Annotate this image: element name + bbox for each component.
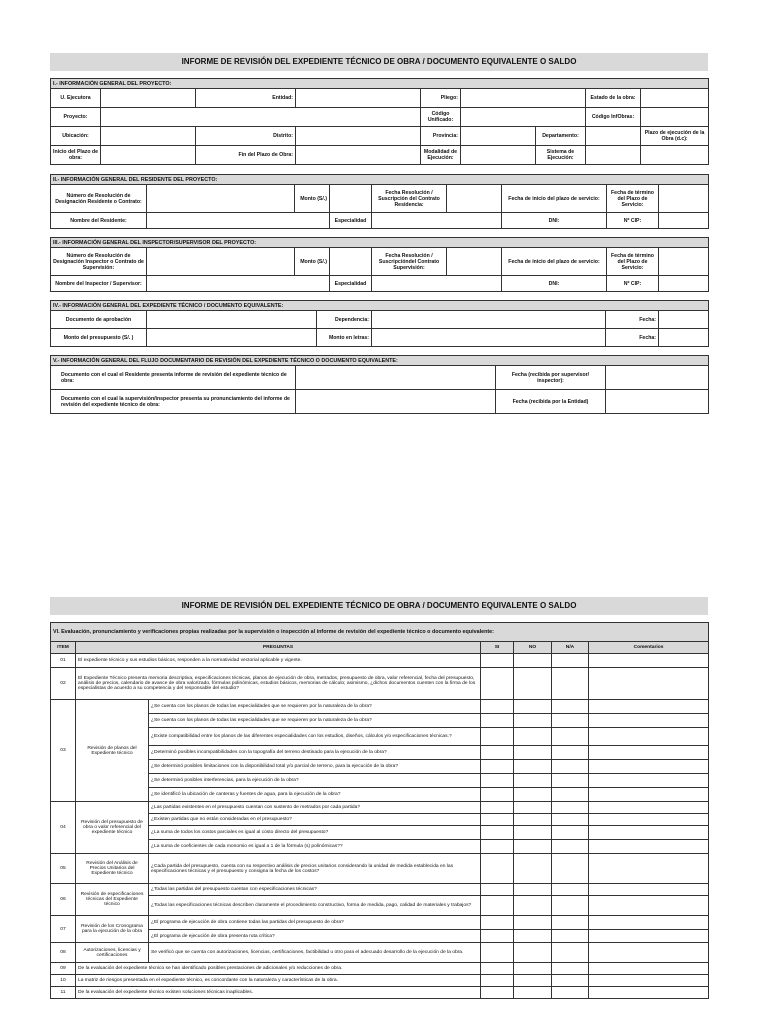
label-codigo-infobras: Código InfObras: bbox=[586, 108, 641, 127]
header-preguntas: PREGUNTAS bbox=[76, 642, 481, 654]
answer-no[interactable] bbox=[514, 930, 552, 943]
answer-na[interactable] bbox=[552, 668, 589, 700]
label-doc-supervision: Documento con el cual la supervisión/inspector presenta su pronunciamiento del informe de revisión del expediente técnico de obra: bbox=[51, 390, 296, 414]
item-number: 05 bbox=[51, 854, 76, 884]
field-codigo-unificado[interactable] bbox=[461, 108, 586, 127]
field-entidad[interactable] bbox=[296, 89, 421, 108]
table-row bbox=[51, 826, 709, 840]
answer-na[interactable] bbox=[552, 654, 589, 668]
form-page-2 bbox=[50, 597, 708, 999]
comment-field[interactable] bbox=[589, 814, 709, 826]
label-fecha-presupuesto: Fecha: bbox=[606, 329, 659, 347]
field-fecha-aprobacion[interactable] bbox=[659, 311, 709, 329]
label-estado-obra: Estado de la obra: bbox=[586, 89, 641, 108]
answer-na[interactable] bbox=[552, 896, 589, 916]
answer-na[interactable] bbox=[552, 854, 589, 884]
label-fecha-resolucion-supervisor: Fecha Resolución / Suscripcióndel Contrato Supervisión: bbox=[372, 248, 447, 276]
answer-na[interactable] bbox=[552, 840, 589, 854]
table-row bbox=[51, 854, 709, 884]
answer-na[interactable] bbox=[552, 700, 589, 714]
section-2-table bbox=[50, 174, 709, 229]
field-monto-supervisor[interactable] bbox=[330, 248, 372, 276]
field-doc-residente[interactable] bbox=[296, 366, 496, 390]
answer-no[interactable] bbox=[514, 826, 552, 840]
label-modalidad: Modalidad de Ejecución: bbox=[421, 146, 461, 165]
field-fecha-resolucion-supervisor[interactable] bbox=[447, 248, 502, 276]
field-num-resolucion-residente[interactable] bbox=[147, 185, 295, 213]
answer-si[interactable] bbox=[481, 802, 514, 814]
table-row bbox=[51, 654, 709, 668]
comment-field[interactable] bbox=[589, 760, 709, 774]
field-inicio-plazo[interactable] bbox=[101, 146, 196, 165]
field-especialidad-residente[interactable] bbox=[372, 213, 502, 229]
answer-si[interactable] bbox=[481, 840, 514, 854]
section-5-table bbox=[50, 355, 709, 414]
label-fecha-resolucion-residente: Fecha Resolución / Suscripción del Contrato Residencia: bbox=[372, 185, 447, 213]
field-cip-residente[interactable] bbox=[659, 213, 709, 229]
field-doc-aprobacion[interactable] bbox=[147, 311, 317, 329]
label-dni-supervisor: DNI: bbox=[502, 276, 607, 292]
field-num-resolucion-supervisor[interactable] bbox=[147, 248, 295, 276]
section-5-title: V.- INFORMACIÓN GENERAL DEL FLUJO DOCUMENTARIO DE REVISIÓN DEL EXPEDIENTE TÉCNICO O DOCUMENTO EQUIVALENTE: bbox=[51, 356, 709, 366]
comment-field[interactable] bbox=[589, 896, 709, 916]
label-dni-residente: DNI: bbox=[502, 213, 607, 229]
label-fecha-inicio-supervisor: Fecha de inicio del plazo de servicio: bbox=[502, 248, 607, 276]
answer-si[interactable] bbox=[481, 896, 514, 916]
answer-na[interactable] bbox=[552, 814, 589, 826]
label-fin-plazo: Fin del Plazo de Obra: bbox=[196, 146, 296, 165]
group-label: Revisión de los Cronograma para la ejecución de la obra bbox=[76, 916, 149, 943]
table-row bbox=[51, 746, 709, 760]
comment-field[interactable] bbox=[589, 930, 709, 943]
item-number: 02 bbox=[51, 668, 76, 700]
question-text: ¿Cada partida del presupuesto, cuenta con su respectivo análisis de precios unitarios considerando la unidad de medida establecida en las especificaciones técnicas y el presupuesto y consigna la fecha de los costos? bbox=[149, 854, 481, 884]
answer-no[interactable] bbox=[514, 987, 552, 999]
answer-na[interactable] bbox=[552, 746, 589, 760]
header-comentarios: Comentarios bbox=[589, 642, 709, 654]
answer-no[interactable] bbox=[514, 896, 552, 916]
table-row bbox=[51, 728, 709, 746]
label-fecha-aprobacion: Fecha: bbox=[606, 311, 659, 329]
comment-field[interactable] bbox=[589, 840, 709, 854]
question-text: El expediente técnico y sus estudios básicos, responden a la normatividad vectorial aplicable y vigente. bbox=[76, 654, 481, 668]
question-text: ¿Se determinó posibles interferencias, para la ejecución de la obra? bbox=[149, 774, 481, 788]
question-text: ¿El programa de ejecución de obra presenta ruta crítica? bbox=[149, 930, 481, 943]
table-row bbox=[51, 814, 709, 826]
question-text: Se verificó que se cuenta con autorizaciones, licencias, certificaciones, factibilidad u otro para el adecuado desarrollo de la ejecución de la obra. bbox=[149, 943, 481, 963]
field-fecha-recibida-supervisor[interactable] bbox=[606, 366, 709, 390]
answer-no[interactable] bbox=[514, 943, 552, 963]
table-row bbox=[51, 896, 709, 916]
label-fecha-recibida-entidad: Fecha (recibida por la Entidad) bbox=[496, 390, 606, 414]
header-si: SI bbox=[481, 642, 514, 654]
question-text: ¿Se determinó posibles limitaciones con la disponibilidad total y/o parcial de terreno, para la ejecución de la obra? bbox=[149, 760, 481, 774]
field-ubicacion[interactable] bbox=[101, 127, 196, 146]
section-1-table bbox=[50, 78, 709, 165]
header-item: ITEM bbox=[51, 642, 76, 654]
label-proyecto: Proyecto: bbox=[51, 108, 101, 127]
answer-no[interactable] bbox=[514, 802, 552, 814]
answer-no[interactable] bbox=[514, 654, 552, 668]
field-distrito[interactable] bbox=[296, 127, 421, 146]
answer-na[interactable] bbox=[552, 975, 589, 987]
group-label: Autorizaciones, licencias y certificaciones bbox=[76, 943, 149, 963]
answer-no[interactable] bbox=[514, 814, 552, 826]
field-codigo-infobras[interactable] bbox=[641, 108, 709, 127]
item-number: 04 bbox=[51, 802, 76, 854]
document-title: INFORME DE REVISIÓN DEL EXPEDIENTE TÉCNICO DE OBRA / DOCUMENTO EQUIVALENTE O SALDO bbox=[50, 53, 708, 71]
field-monto-presupuesto[interactable] bbox=[147, 329, 317, 347]
answer-na[interactable] bbox=[552, 884, 589, 896]
answer-si[interactable] bbox=[481, 668, 514, 700]
field-fin-plazo[interactable] bbox=[296, 146, 421, 165]
answer-na[interactable] bbox=[552, 714, 589, 728]
comment-field[interactable] bbox=[589, 668, 709, 700]
field-especialidad-supervisor[interactable] bbox=[372, 276, 502, 292]
question-text: El Expediente Técnico presenta memoria descriptiva, especificaciones técnicas, planos de ejecución de obra, metrados, presupuesto de obra, valor referencial, fecha del presupuesto, análisis de precios, calendario de avance de obra valorizado, fórmulas polinómicas, estudios básicos, memorias de cálculo; asimismo, ¿dichos documentos cuenten con la firma de los especialistas de acuerdo a su competencia y del responsable del estudio? bbox=[76, 668, 481, 700]
comment-field[interactable] bbox=[589, 746, 709, 760]
question-text: ¿Existe compatibilidad entre los planos de las diferentes especialidades con los estudios, diseños, cálculos y/o especificaciones técnicas.? bbox=[149, 728, 481, 746]
label-fecha-recibida-supervisor: Fecha (recibida por supervisor/ inspector): bbox=[496, 366, 606, 390]
answer-si[interactable] bbox=[481, 943, 514, 963]
question-text: ¿Se cuenta con los planos de todas las especialidades que se requieren por la naturaleza de la obra? bbox=[149, 714, 481, 728]
field-nombre-supervisor[interactable] bbox=[147, 276, 330, 292]
item-number: 06 bbox=[51, 884, 76, 916]
label-pliego: Pliego: bbox=[421, 89, 461, 108]
answer-no[interactable] bbox=[514, 963, 552, 975]
table-row bbox=[51, 916, 709, 930]
table-row bbox=[51, 774, 709, 788]
label-distrito: Distrito: bbox=[196, 127, 296, 146]
field-pliego[interactable] bbox=[461, 89, 586, 108]
table-row bbox=[51, 802, 709, 814]
answer-na[interactable] bbox=[552, 728, 589, 746]
comment-field[interactable] bbox=[589, 916, 709, 930]
label-monto-residente: Monto (S/.) bbox=[295, 185, 330, 213]
field-monto-letras[interactable] bbox=[372, 329, 606, 347]
question-text: ¿Se cuenta con los planos de todas las especialidades que se requieren por la naturaleza de la obra? bbox=[149, 700, 481, 714]
label-departamento: Departamento: bbox=[536, 127, 586, 146]
table-row bbox=[51, 930, 709, 943]
item-number: 11 bbox=[51, 987, 76, 999]
answer-si[interactable] bbox=[481, 916, 514, 930]
label-sistema: Sistema de Ejecución: bbox=[536, 146, 586, 165]
table-row bbox=[51, 840, 709, 854]
question-text: ¿Todas las especificaciones técnicas describen claramente el procedimiento constructivo, forma de medida, pago, calidad de materiales y trabajos? bbox=[149, 896, 481, 916]
field-estado-obra[interactable] bbox=[641, 89, 709, 108]
label-dependencia: Dependencia: bbox=[317, 311, 372, 329]
comment-field[interactable] bbox=[589, 963, 709, 975]
answer-na[interactable] bbox=[552, 802, 589, 814]
answer-si[interactable] bbox=[481, 854, 514, 884]
table-row bbox=[51, 963, 709, 975]
table-row bbox=[51, 987, 709, 999]
questions-table bbox=[50, 622, 709, 999]
field-doc-supervision[interactable] bbox=[296, 390, 496, 414]
answer-si[interactable] bbox=[481, 884, 514, 896]
question-text: De la evaluación del expediente técnico se han identificado posibles prestaciones de adicionales y/o reducciones de obra. bbox=[76, 963, 481, 975]
question-text: ¿La suma de todos los costos parciales es igual al costo directo del presupuesto? bbox=[149, 826, 481, 840]
field-monto-residente[interactable] bbox=[330, 185, 372, 213]
label-nombre-residente: Nombre del Residente: bbox=[51, 213, 147, 229]
field-dependencia[interactable] bbox=[372, 311, 606, 329]
comment-field[interactable] bbox=[589, 854, 709, 884]
answer-si[interactable] bbox=[481, 963, 514, 975]
label-especialidad-residente: Especialidad bbox=[330, 213, 372, 229]
answer-si[interactable] bbox=[481, 987, 514, 999]
label-entidad: Entidad: bbox=[196, 89, 296, 108]
label-monto-supervisor: Monto (S/.) bbox=[295, 248, 330, 276]
answer-no[interactable] bbox=[514, 854, 552, 884]
field-proyecto[interactable] bbox=[101, 108, 421, 127]
answer-no[interactable] bbox=[514, 746, 552, 760]
answer-si[interactable] bbox=[481, 654, 514, 668]
label-fecha-inicio-residente: Fecha de inicio del plazo de servicio: bbox=[502, 185, 607, 213]
comment-field[interactable] bbox=[589, 714, 709, 728]
answer-si[interactable] bbox=[481, 975, 514, 987]
label-nombre-supervisor: Nombre del Inspector / Supervisor: bbox=[51, 276, 147, 292]
answer-si[interactable] bbox=[481, 814, 514, 826]
answer-na[interactable] bbox=[552, 760, 589, 774]
answer-na[interactable] bbox=[552, 930, 589, 943]
label-cip-supervisor: Nº CIP: bbox=[607, 276, 659, 292]
item-number: 09 bbox=[51, 963, 76, 975]
item-number: 01 bbox=[51, 654, 76, 668]
table-row bbox=[51, 943, 709, 963]
question-text: ¿Se identificó la ubicación de canteras y fuentes de agua, para la ejecución de la obra? bbox=[149, 788, 481, 802]
label-ubicacion: Ubicación: bbox=[51, 127, 101, 146]
field-u-ejecutora[interactable] bbox=[101, 89, 196, 108]
answer-si[interactable] bbox=[481, 700, 514, 714]
label-monto-letras: Monto en letras: bbox=[317, 329, 372, 347]
table-row bbox=[51, 700, 709, 714]
comment-field[interactable] bbox=[589, 884, 709, 896]
section-4-title: IV.- INFORMACIÓN GENERAL DEL EXPEDIENTE TÉCNICO / DOCUMENTO EQUIVALENTE: bbox=[51, 301, 709, 311]
question-text: ¿Todas las partidas del presupuesto cuentan con especificaciones técnicas? bbox=[149, 884, 481, 896]
group-label: Revisión del presupuesto de obra o valor referencial del expediente técnico bbox=[76, 802, 149, 854]
comment-field[interactable] bbox=[589, 774, 709, 788]
answer-si[interactable] bbox=[481, 788, 514, 802]
field-cip-supervisor[interactable] bbox=[659, 276, 709, 292]
section-6-title: VI. Evaluación, pronunciamiento y verificaciones propias realizadas por la supervisión o inspección al informe de revisión del expediente técnico o documento equivalente: bbox=[51, 623, 709, 642]
comment-field[interactable] bbox=[589, 802, 709, 814]
label-num-resolucion-supervisor: Número de Resolución de Designación Inspector o Contrato de Supervisión: bbox=[51, 248, 147, 276]
answer-na[interactable] bbox=[552, 774, 589, 788]
comment-field[interactable] bbox=[589, 826, 709, 840]
comment-field[interactable] bbox=[589, 975, 709, 987]
section-2-title: II.- INFORMACIÓN GENERAL DEL RESIDENTE DEL PROYECTO: bbox=[51, 175, 709, 185]
answer-na[interactable] bbox=[552, 916, 589, 930]
question-text: ¿Las partidas existentes en el presupuesto cuentan con sustento de metrados por cada partida? bbox=[149, 802, 481, 814]
field-fecha-resolucion-residente[interactable] bbox=[447, 185, 502, 213]
answer-si[interactable] bbox=[481, 728, 514, 746]
answer-no[interactable] bbox=[514, 668, 552, 700]
answer-no[interactable] bbox=[514, 884, 552, 896]
answer-si[interactable] bbox=[481, 746, 514, 760]
answer-na[interactable] bbox=[552, 987, 589, 999]
comment-field[interactable] bbox=[589, 788, 709, 802]
section-3-table bbox=[50, 237, 709, 292]
question-text: ¿La suma de coeficientes de cada monomio es igual a 1 de la fórmula (s) polinómicas?? bbox=[149, 840, 481, 854]
answer-no[interactable] bbox=[514, 840, 552, 854]
comment-field[interactable] bbox=[589, 700, 709, 714]
answer-na[interactable] bbox=[552, 943, 589, 963]
answer-no[interactable] bbox=[514, 760, 552, 774]
item-number: 08 bbox=[51, 943, 76, 963]
answer-si[interactable] bbox=[481, 714, 514, 728]
label-num-resolucion-residente: Número de Resolución de Designación Residente o Contrato: bbox=[51, 185, 147, 213]
table-row bbox=[51, 668, 709, 700]
field-fecha-termino-supervisor[interactable] bbox=[659, 248, 709, 276]
group-label: Revisión del Análisis de Precios Unitarios del Expediente técnico bbox=[76, 854, 149, 884]
label-doc-aprobacion: Documento de aprobación bbox=[51, 311, 147, 329]
answer-si[interactable] bbox=[481, 930, 514, 943]
answer-na[interactable] bbox=[552, 963, 589, 975]
answer-na[interactable] bbox=[552, 788, 589, 802]
section-3-title: III.- INFORMACIÓN GENERAL DEL INSPECTOR/SUPERVISOR DEL PROYECTO: bbox=[51, 238, 709, 248]
field-fecha-termino-residente[interactable] bbox=[659, 185, 709, 213]
field-plazo-ejecucion[interactable] bbox=[641, 146, 709, 165]
label-fecha-termino-residente: Fecha de término del Plazo de Servicio: bbox=[607, 185, 659, 213]
header-na: N/A bbox=[552, 642, 589, 654]
label-fecha-termino-supervisor: Fecha de término del Plazo de Servicio: bbox=[607, 248, 659, 276]
answer-no[interactable] bbox=[514, 774, 552, 788]
answer-si[interactable] bbox=[481, 760, 514, 774]
answer-no[interactable] bbox=[514, 788, 552, 802]
question-text: La matriz de riesgos presentada en el expediente técnico, es concordante con la naturaleza y características de la obra. bbox=[76, 975, 481, 987]
question-text: De la evaluación del expediente técnico existen soluciones técnicas inaplicables. bbox=[76, 987, 481, 999]
label-cip-residente: Nº CIP: bbox=[607, 213, 659, 229]
label-inicio-plazo: Inicio del Plazo de obra: bbox=[51, 146, 101, 165]
comment-field[interactable] bbox=[589, 987, 709, 999]
answer-no[interactable] bbox=[514, 728, 552, 746]
header-no: NO bbox=[514, 642, 552, 654]
answer-no[interactable] bbox=[514, 975, 552, 987]
form-page-1 bbox=[50, 53, 708, 414]
item-number: 07 bbox=[51, 916, 76, 943]
question-text: ¿El programa de ejecución de obra contiene todas las partidas del presupuesto de obra? bbox=[149, 916, 481, 930]
item-number: 10 bbox=[51, 975, 76, 987]
answer-na[interactable] bbox=[552, 826, 589, 840]
answer-no[interactable] bbox=[514, 916, 552, 930]
field-fecha-recibida-entidad[interactable] bbox=[606, 390, 709, 414]
comment-field[interactable] bbox=[589, 943, 709, 963]
group-label: Revisión de especificaciones técnicas del Expediente técnico bbox=[76, 884, 149, 916]
label-u-ejecutora: U. Ejecutora bbox=[51, 89, 101, 108]
field-provincia[interactable] bbox=[461, 127, 536, 146]
question-text: ¿Existen partidas que no están consideradas en el presupuesto? bbox=[149, 814, 481, 826]
label-plazo-ejecucion: Plazo de ejecución de la Obra (d.c): bbox=[641, 127, 709, 146]
table-row bbox=[51, 788, 709, 802]
answer-no[interactable] bbox=[514, 714, 552, 728]
item-number: 03 bbox=[51, 700, 76, 802]
table-row bbox=[51, 760, 709, 774]
group-label: Revisión de planos del Expediente técnico bbox=[76, 700, 149, 802]
label-especialidad-supervisor: Especialidad bbox=[330, 276, 372, 292]
comment-field[interactable] bbox=[589, 728, 709, 746]
field-departamento[interactable] bbox=[586, 127, 641, 146]
table-row bbox=[51, 975, 709, 987]
question-text: ¿Determinó posibles incompatibilidades con la topografía del terreno destinado para la ejecución de la obra? bbox=[149, 746, 481, 760]
field-fecha-presupuesto[interactable] bbox=[659, 329, 709, 347]
table-row bbox=[51, 884, 709, 896]
label-codigo-unificado: Código Unificado: bbox=[421, 108, 461, 127]
label-provincia: Provincia: bbox=[421, 127, 461, 146]
answer-no[interactable] bbox=[514, 700, 552, 714]
document-title-2: INFORME DE REVISIÓN DEL EXPEDIENTE TÉCNICO DE OBRA / DOCUMENTO EQUIVALENTE O SALDO bbox=[50, 597, 708, 615]
label-monto-presupuesto: Monto del presupuesto (S/. ) bbox=[51, 329, 147, 347]
field-nombre-residente[interactable] bbox=[147, 213, 330, 229]
section-1-title: I.- INFORMACIÓN GENERAL DEL PROYECTO: bbox=[51, 79, 709, 89]
field-sistema[interactable] bbox=[586, 146, 641, 165]
label-doc-residente: Documento con el cual el Residente presenta informe de revisión del expediente técnico de obra: bbox=[51, 366, 296, 390]
field-modalidad[interactable] bbox=[461, 146, 536, 165]
table-row bbox=[51, 714, 709, 728]
answer-si[interactable] bbox=[481, 826, 514, 840]
answer-si[interactable] bbox=[481, 774, 514, 788]
section-4-table bbox=[50, 300, 709, 347]
comment-field[interactable] bbox=[589, 654, 709, 668]
